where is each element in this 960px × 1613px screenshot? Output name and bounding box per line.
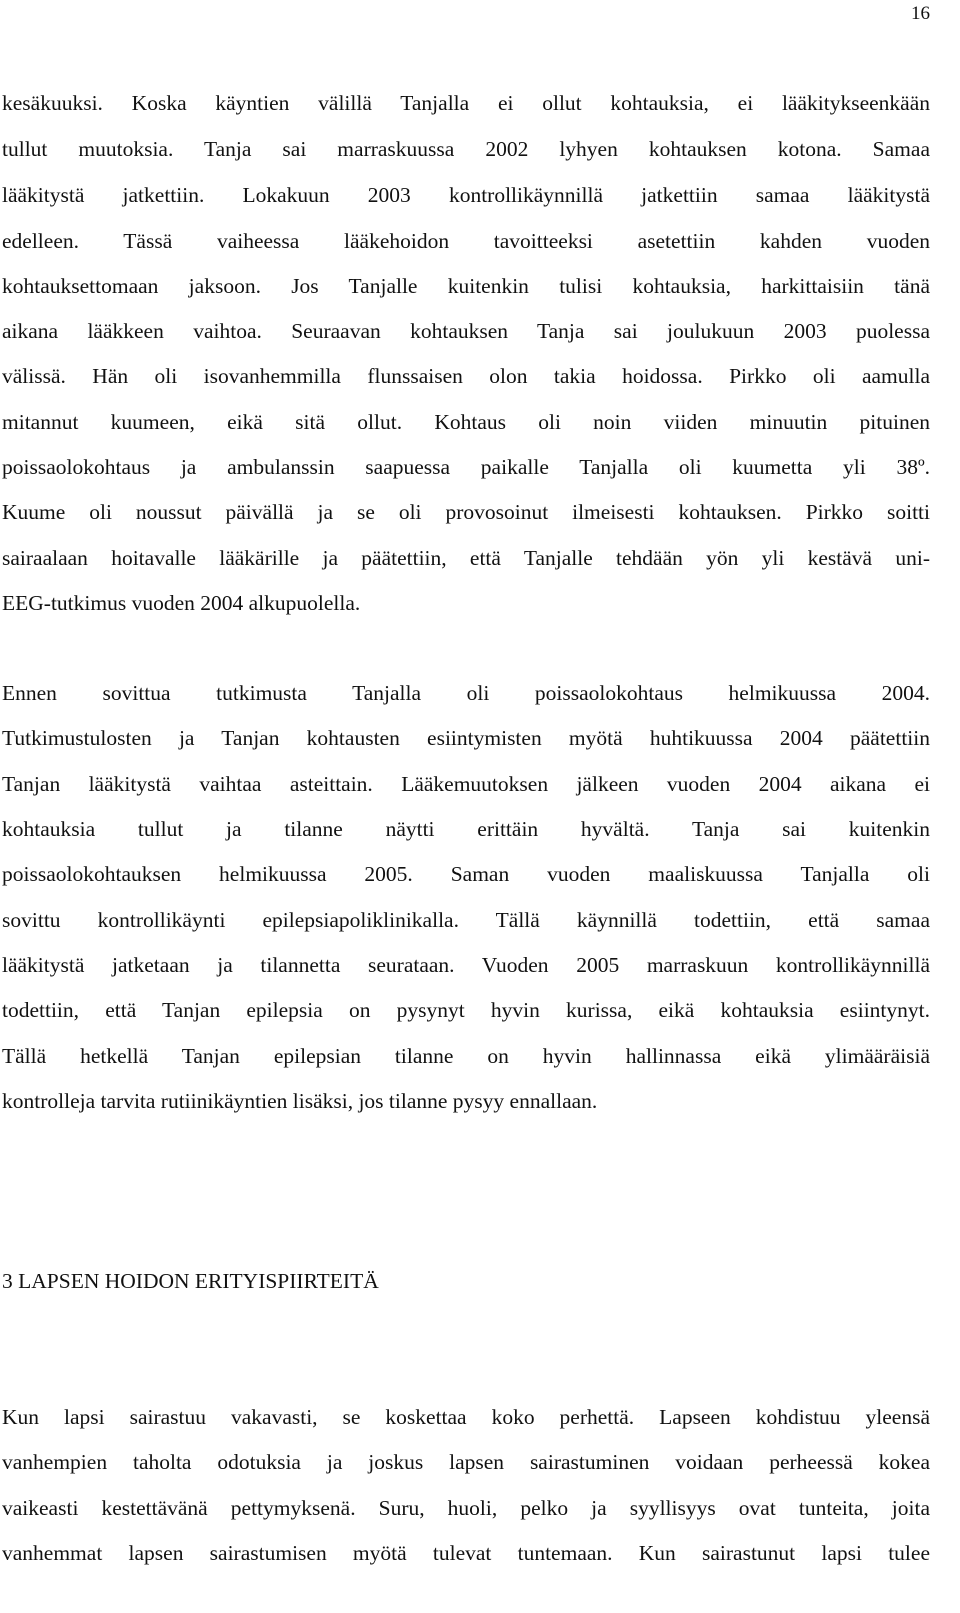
text-line: poissaolokohtaus ja ambulanssin saapuessa paikalle Tanjalla oli kuumetta yli 38º. bbox=[2, 455, 930, 479]
section-heading: 3 LAPSEN HOIDON ERITYISPIIRTEITÄ bbox=[2, 1269, 379, 1293]
text-line: Kuume oli noussut päivällä ja se oli provosoinut ilmeisesti kohtauksen. Pirkko soitti bbox=[2, 500, 930, 524]
text-line: vanhempien taholta odotuksia ja joskus lapsen sairastuminen voidaan perheessä kokea bbox=[2, 1450, 930, 1474]
text-line: sairaalaan hoitavalle lääkärille ja päätettiin, että Tanjalle tehdään yön yli kestävä uni- bbox=[2, 546, 930, 570]
text-line: vanhemmat lapsen sairastumisen myötä tulevat tuntemaan. Kun sairastunut lapsi tulee bbox=[2, 1541, 930, 1565]
text-line: todettiin, että Tanjan epilepsia on pysynyt hyvin kurissa, eikä kohtauksia esiintynyt. bbox=[2, 998, 930, 1022]
text-line: aikana lääkkeen vaihtoa. Seuraavan kohtauksen Tanja sai joulukuun 2003 puolessa bbox=[2, 319, 930, 343]
text-line: kontrolleja tarvita rutiinikäyntien lisäksi, jos tilanne pysyy ennallaan. bbox=[2, 1089, 598, 1113]
text-line: Tanjan lääkitystä vaihtaa asteittain. Lääkemuutoksen jälkeen vuoden 2004 aikana ei bbox=[2, 772, 930, 796]
text-line: lääkitystä jatkettiin. Lokakuun 2003 kontrollikäynnillä jatkettiin samaa lääkitystä bbox=[2, 183, 930, 207]
text-line: Tällä hetkellä Tanjan epilepsian tilanne on hyvin hallinnassa eikä ylimääräisiä bbox=[2, 1044, 930, 1068]
text-line: poissaolokohtauksen helmikuussa 2005. Saman vuoden maaliskuussa Tanjalla oli bbox=[2, 862, 930, 886]
text-line: kohtauksia tullut ja tilanne näytti erittäin hyvältä. Tanja sai kuitenkin bbox=[2, 817, 930, 841]
text-line: vaikeasti kestettävänä pettymyksenä. Suru, huoli, pelko ja syyllisyys ovat tunteita, joita bbox=[2, 1496, 930, 1520]
text-line: sovittu kontrollikäynti epilepsiapoliklinikalla. Tällä käynnillä todettiin, että samaa bbox=[2, 908, 930, 932]
text-line: kohtauksettomaan jaksoon. Jos Tanjalle kuitenkin tulisi kohtauksia, harkittaisiin tänä bbox=[2, 274, 930, 298]
text-line: Ennen sovittua tutkimusta Tanjalla oli poissaolokohtaus helmikuussa 2004. bbox=[2, 681, 930, 705]
text-line: EEG-tutkimus vuoden 2004 alkupuolella. bbox=[2, 591, 361, 615]
text-line: lääkitystä jatketaan ja tilannetta seurataan. Vuoden 2005 marraskuun kontrollikäynnillä bbox=[2, 953, 930, 977]
text-line: välissä. Hän oli isovanhemmilla flunssaisen olon takia hoidossa. Pirkko oli aamulla bbox=[2, 364, 930, 388]
text-line: Kun lapsi sairastuu vakavasti, se koskettaa koko perhettä. Lapseen kohdistuu yleensä bbox=[2, 1405, 930, 1429]
text-line: Tutkimustulosten ja Tanjan kohtausten esiintymisten myötä huhtikuussa 2004 päätettiin bbox=[2, 726, 930, 750]
page-number: 16 bbox=[911, 3, 930, 24]
text-line: mitannut kuumeen, eikä sitä ollut. Kohtaus oli noin viiden minuutin pituinen bbox=[2, 410, 930, 434]
text-line: tullut muutoksia. Tanja sai marraskuussa 2002 lyhyen kohtauksen kotona. Samaa bbox=[2, 137, 930, 161]
text-line: edelleen. Tässä vaiheessa lääkehoidon tavoitteeksi asetettiin kahden vuoden bbox=[2, 229, 930, 253]
text-line: kesäkuuksi. Koska käyntien välillä Tanjalla ei ollut kohtauksia, ei lääkitykseenkään bbox=[2, 91, 930, 115]
